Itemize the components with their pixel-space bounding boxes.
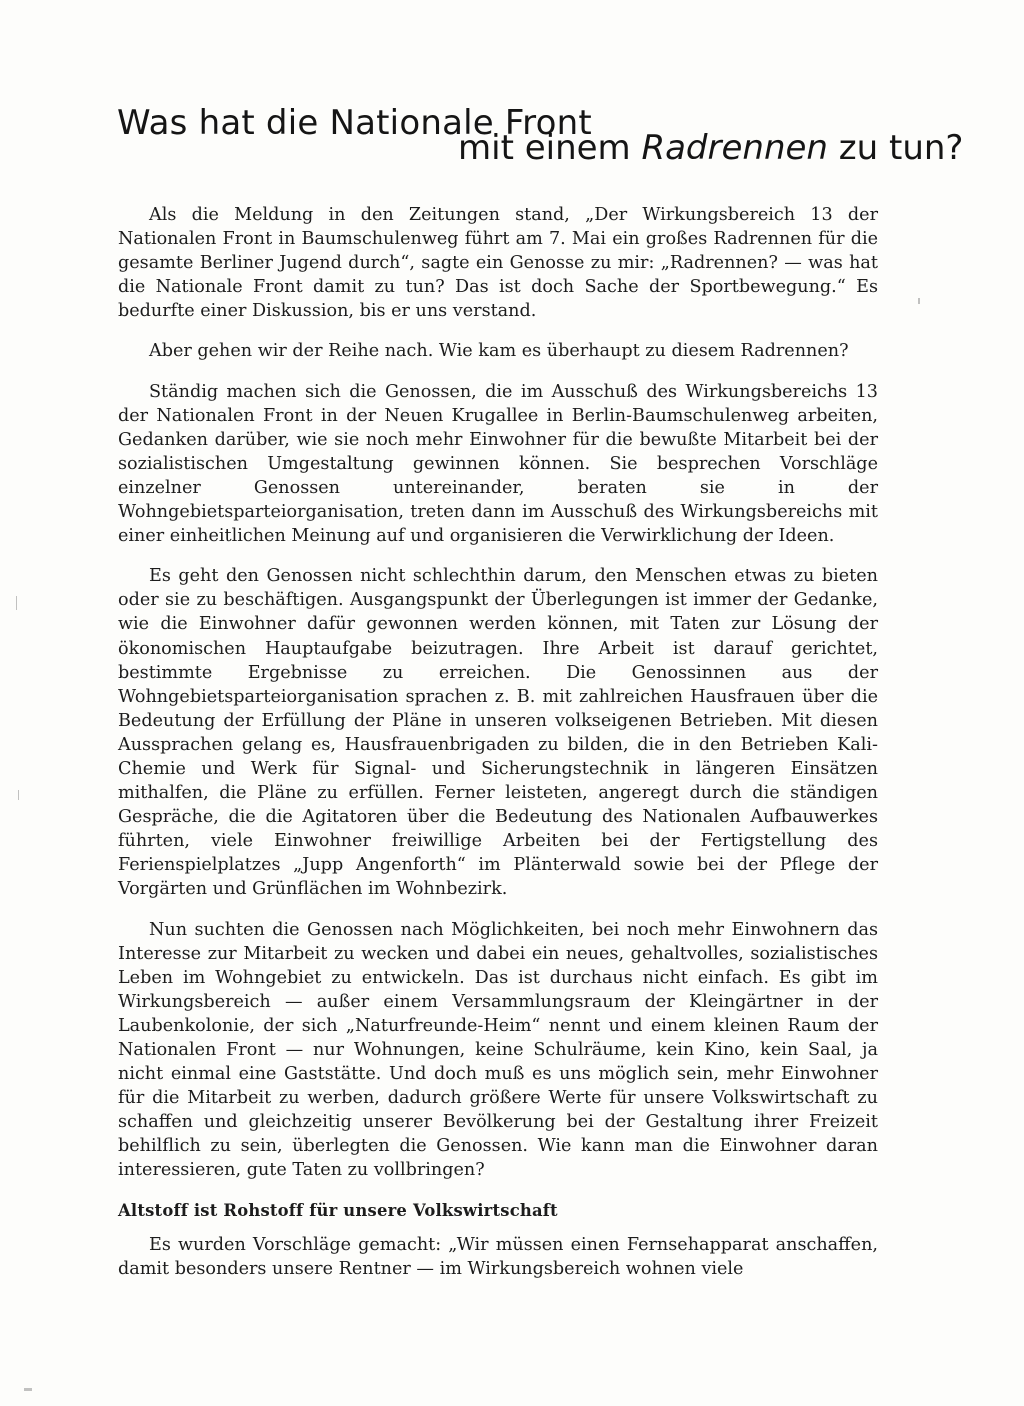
title-line-2-suffix: zu tun? bbox=[827, 128, 964, 168]
paragraph-6: Es wurden Vorschläge gemacht: „Wir müssen einen Fernsehapparat anschaffen, damit besonders unsere Rentner — im Wirkungsbereich wohnen viele bbox=[118, 1234, 878, 1279]
article-title-line-1: Was hat die Nationale Front bbox=[117, 102, 592, 143]
article-title-line-2 bbox=[458, 128, 963, 168]
paragraph-5: Nun suchten die Genossen nach Möglichkeiten, bei noch mehr Einwohnern das Interesse zur Mitarbeit zu wecken und dabei ein neues, gehaltvolles, sozialistisches Leben im Wohngebiet zu entwickeln. Das ist durchaus nicht einfach. Es gibt im Wirkungsbereich — außer einem Versammlungsraum der Kleingärtner in der Laubenkolonie, der sich „Naturfreunde-Heim“ nennt und einem kleinen Raum der Nationalen Front — nur Wohnungen, keine Schulräume, kein Kino, kein Saal, ja nicht einmal eine Gaststätte. Und doch muß es uns möglich sein, mehr Einwohner für die Mitarbeit zu werben, dadurch größere Werte für unsere Volkswirtschaft zu schaffen und gleichzeitig unserer Bevölkerung bei der Gestaltung ihrer Freizeit behilflich zu sein, überlegten die Genossen. Wie kann man die Einwohner daran interessieren, gute Taten zu vollbringen? bbox=[118, 919, 878, 1181]
scan-speck bbox=[16, 596, 17, 610]
scan-speck bbox=[18, 790, 19, 800]
paragraph-1: Als die Meldung in den Zeitungen stand, „Der Wirkungsbereich 13 der Nationalen Front in Baumschulenweg führt am 7. Mai ein großes Radrennen für die gesamte Berliner Jugend durch“, sagte ein Genosse zu mir: „Radrennen? — was hat die Nationale Front damit zu tun? Das ist doch Sache der Sportbewegung.“ Es bedurfte einer Diskussion, bis er uns verstand. bbox=[118, 205, 878, 322]
paragraph-2: Aber gehen wir der Reihe nach. Wie kam es überhaupt zu diesem Radrennen? bbox=[149, 341, 849, 362]
paragraph-3: Ständig machen sich die Genossen, die im Ausschuß des Wirkungsbereichs 13 der Nationalen Front in der Neuen Krugallee in Berlin-Baumschulenweg arbeiten, Gedanken darüber, wie sie noch mehr Einwohner für die bewußte Mitarbeit bei der sozialistischen Umgestaltung gewinnen können. Sie besprechen Vorschläge einzelner Genossen untereinander, beraten sie in der Wohngebietsparteiorganisation, treten dann im Ausschuß des Wirkungsbereichs mit einer einheitlichen Meinung auf und organisieren die Verwirklichung der Ideen. bbox=[118, 381, 878, 547]
scan-speck bbox=[918, 298, 920, 304]
title-line-2-prefix: mit einem bbox=[458, 128, 642, 168]
paragraph-4: Es geht den Genossen nicht schlechthin darum, den Menschen etwas zu bieten oder sie zu beschäftigen. Ausgangspunkt der Überlegungen ist immer der Gedanke, wie die Einwohner dafür gewonnen werden können, mit Taten zur Lösung der ökonomischen Hauptaufgabe beizutragen. Ihre Arbeit ist darauf gerichtet, bestimmte Ergebnisse zu erreichen. Die Genossinnen aus der Wohngebietsparteiorganisation sprachen z. B. mit zahlreichen Hausfrauen über die Bedeutung der Erfüllung der Pläne in unseren volkseigenen Betrieben. Mit diesen Aussprachen gelang es, Hausfrauenbrigaden zu bilden, die in den Betrieben Kali-Chemie und Werk für Signal- und Sicherungstechnik in längeren Einsätzen mithalfen, die Pläne zu erfüllen. Ferner leisteten, angeregt durch die ständigen Gespräche, die die Agitatoren über die Bedeutung des Nationalen Aufbauwerkes führten, viele Einwohner freiwillige Arbeiten bei der Fertigstellung des Ferienspielplatzes „Jupp Angenforth“ im Plänterwald sowie bei der Pflege der Vorgärten und Grünflächen im Wohnbezirk. bbox=[118, 566, 878, 900]
title-emphasis: Radrennen bbox=[641, 128, 828, 168]
scan-speck bbox=[24, 1388, 32, 1391]
section-heading: Altstoff ist Rohstoff für unsere Volkswirtschaft bbox=[118, 1200, 558, 1220]
article-body bbox=[118, 203, 878, 1281]
